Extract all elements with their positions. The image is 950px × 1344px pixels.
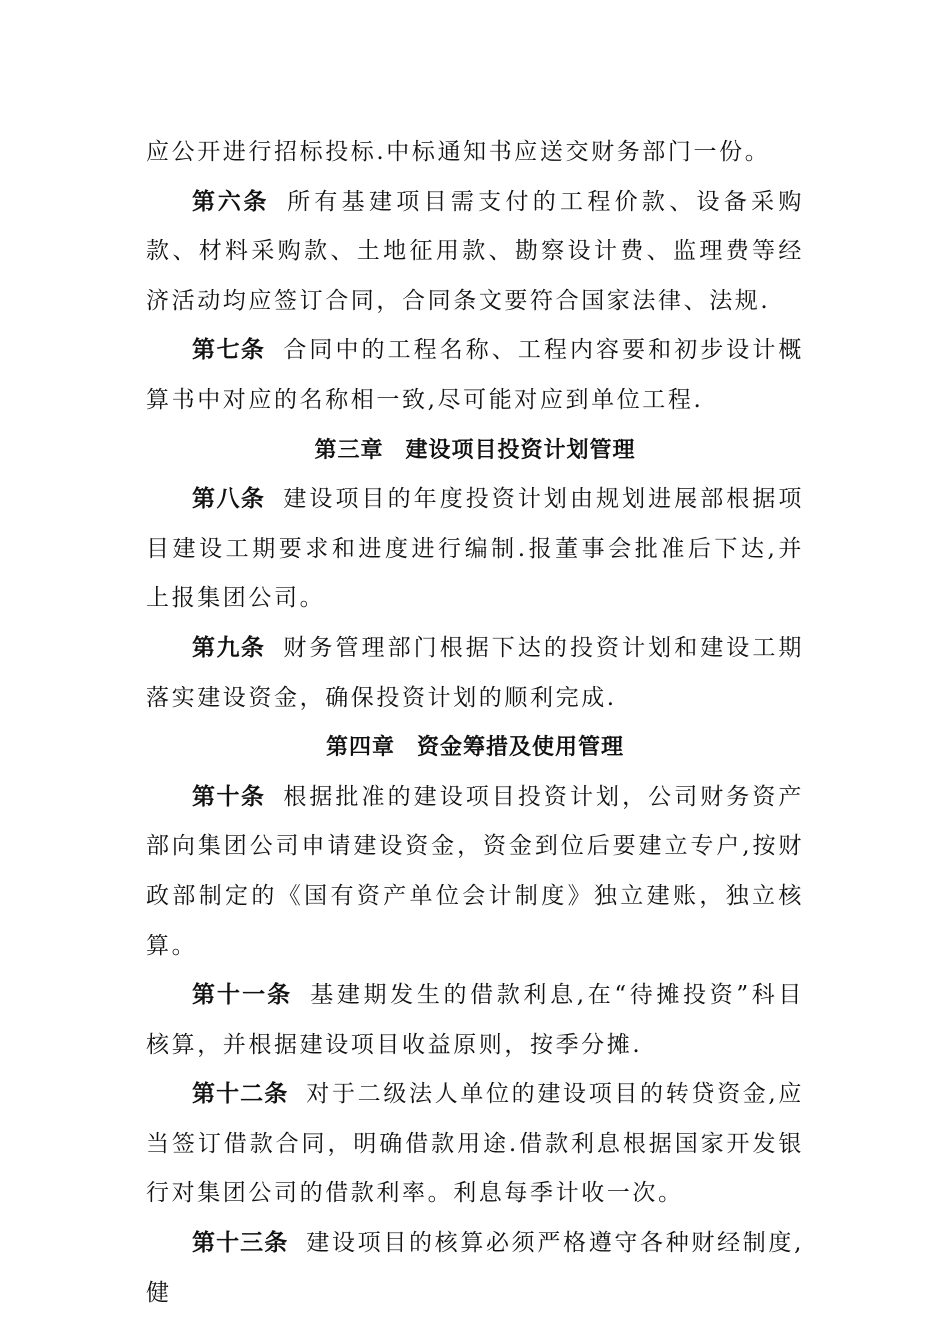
chapter-number: 第三章 [314,437,384,463]
article-number: 第十二条 [192,1081,289,1108]
chapter-number: 第四章 [325,735,395,761]
article-13 [146,1219,804,1318]
chapter-title: 资金筹措及使用管理 [417,735,625,761]
article-8 [146,475,804,624]
article-text: 基建期发生的借款利息,在“待摊投资”科目核算，并根据建设项目收益原则，按季分摊. [146,982,805,1058]
chapter-title: 建设项目投资计划管理 [405,437,636,463]
paragraph-continuation [146,128,804,178]
article-12 [146,1070,804,1219]
article-number: 第九条 [192,634,266,661]
paragraph-text: 应公开进行招标投标.中标通知书应送交财务部门一份。 [146,139,771,165]
article-text: 根据批准的建设项目投资计划，公司财务资产部向集团公司申请建设资金，资金到位后要建立专户,按财政部制定的《国有资产单位会计制度》独立建账，独立核算。 [146,783,805,959]
article-number: 第十条 [192,783,266,810]
article-number: 第十三条 [192,1230,289,1257]
article-text: 建设项目的年度投资计划由规划进展部根据项目建设工期要求和进度进行编制.报董事会批准后下达,并上报集团公司。 [146,486,805,612]
article-number: 第七条 [192,337,266,364]
article-7 [146,326,804,425]
article-9 [146,624,804,723]
article-10 [146,773,804,971]
article-6 [146,178,804,327]
chapter-3-heading [146,426,804,476]
article-11 [146,971,804,1070]
document-page [146,128,804,1318]
article-text: 建设项目的核算必须严格遵守各种财经制度,健 [146,1230,805,1306]
article-text: 财务管理部门根据下达的投资计划和建设工期落实建设资金，确保投资计划的顺利完成. [146,634,805,711]
article-number: 第八条 [192,486,266,513]
article-text: 合同中的工程名称、工程内容要和初步设计概算书中对应的名称相一致,尽可能对应到单位工程. [146,337,805,413]
article-number: 第十一条 [192,982,293,1009]
chapter-4-heading [146,723,804,773]
article-text: 所有基建项目需支付的工程价款、设备采购款、材料采购款、土地征用款、勘察设计费、监理费等经济活动均应签订合同，合同条文要符合国家法律、法规. [146,188,805,314]
article-number: 第六条 [192,188,270,215]
article-text: 对于二级法人单位的建设项目的转贷资金,应当签订借款合同，明确借款用途.借款利息根据国家开发银行对集团公司的借款利率。利息每季计收一次。 [146,1081,805,1207]
